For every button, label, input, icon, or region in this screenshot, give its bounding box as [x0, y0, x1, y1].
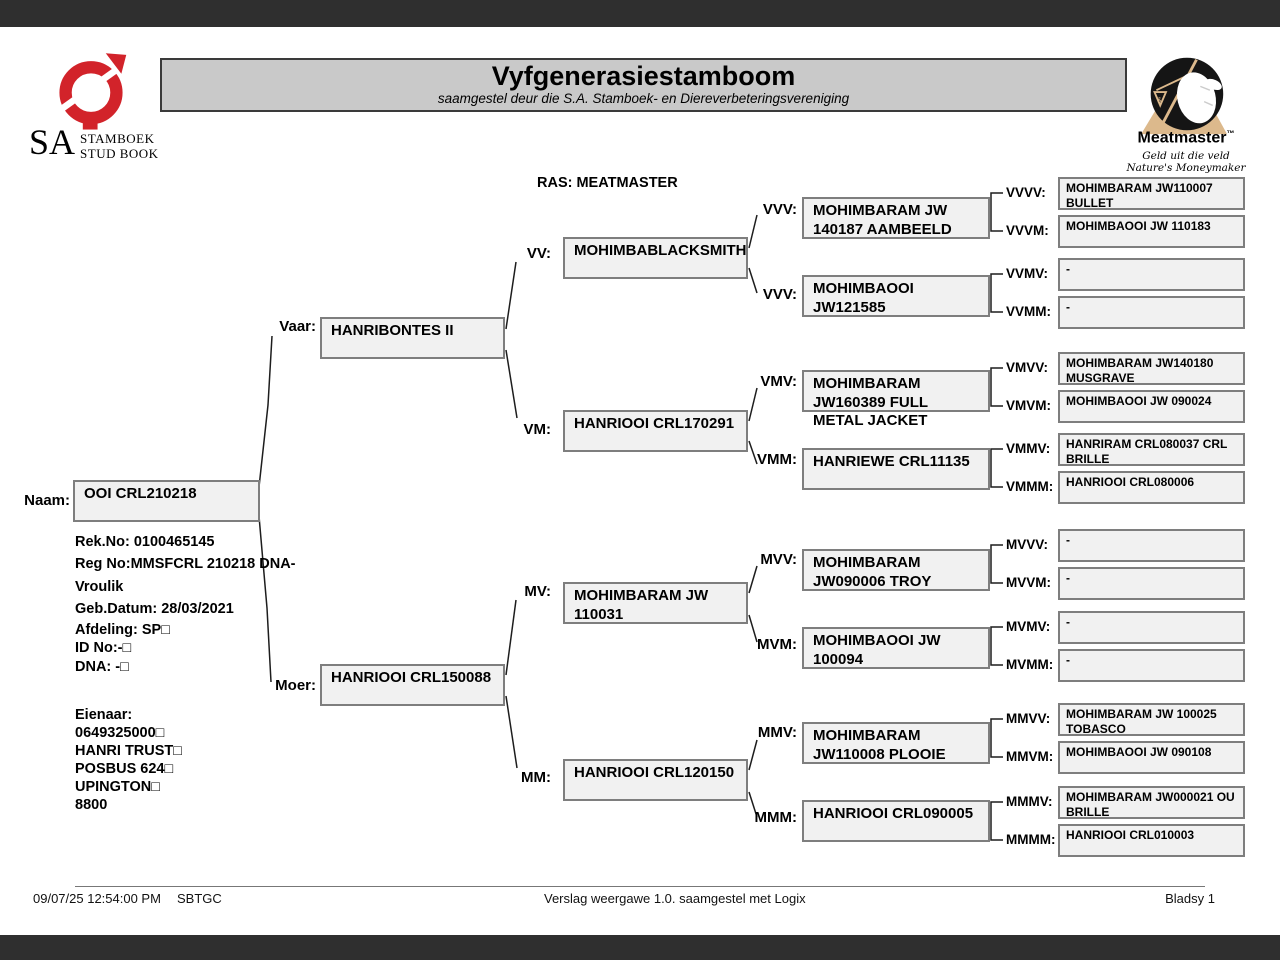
ancestor-box-mvvm: -: [1058, 567, 1245, 600]
ancestor-label-mvm: MVM:: [757, 636, 797, 653]
ancestor-label-mvmv: MVMV:: [1006, 619, 1051, 634]
ancestor-label-mmv: MMV:: [757, 724, 797, 741]
ancestor-box-vmmv: HANRIRAM CRL080037 CRL BRILLE: [1058, 433, 1245, 466]
ancestor-label-mvvm: MVVM:: [1006, 575, 1051, 590]
subject-detail-line: DNA: -□: [75, 658, 129, 675]
ancestor-box-vvmv: -: [1058, 258, 1245, 291]
subject-details-block: [75, 531, 296, 620]
owner-line: 0649325000□: [75, 725, 165, 741]
subject-name-label: Naam:: [24, 492, 70, 509]
subject-detail-line: Vroulik: [75, 578, 124, 595]
ancestor-box-vmv: MOHIMBARAM JW160389 FULL METAL JACKET: [802, 370, 990, 412]
ancestor-box-vmvm: MOHIMBAOOI JW 090024: [1058, 390, 1245, 423]
report-title-box: [160, 58, 1127, 112]
owner-block: [75, 706, 182, 814]
ancestor-label-vvvv: VVVV:: [1006, 185, 1046, 200]
sa-logo-wordmark: [80, 131, 159, 161]
ancestor-box-mvvv: -: [1058, 529, 1245, 562]
ancestor-label-vmmv: VMMV:: [1006, 441, 1051, 456]
ancestor-label-mm: MM:: [521, 769, 551, 786]
footer-code: SBTGC: [177, 891, 222, 906]
ancestor-label-mmm: MMM:: [754, 809, 797, 826]
sa-logo-sa: SA: [29, 122, 76, 162]
ancestor-box-mmvm: MOHIMBAOOI JW 090108: [1058, 741, 1245, 774]
ancestor-label-mmmv: MMMV:: [1006, 794, 1053, 809]
report-subtitle: saamgestel deur die S.A. Stamboek- en Diereverbeteringsvereniging: [437, 91, 850, 106]
sa-logo-line1: STAMBOEK: [80, 131, 155, 146]
ancestor-box-mvm: MOHIMBAOOI JW 100094: [802, 627, 990, 669]
ancestor-box-mmv: MOHIMBARAM JW110008 PLOOIE: [802, 722, 990, 764]
footer-divider: [75, 886, 1205, 887]
ancestor-box-vmmm: HANRIOOI CRL080006: [1058, 471, 1245, 504]
ancestor-box-vmm: HANRIEWE CRL11135: [802, 448, 990, 490]
ancestor-box-vvvm: MOHIMBAOOI JW 110183: [1058, 215, 1245, 248]
footer-datetime: 09/07/25 12:54:00 PM: [33, 891, 161, 906]
owner-line: Eienaar:: [75, 707, 133, 723]
owner-line: HANRI TRUST□: [75, 743, 183, 759]
ancestor-label-mmmm: MMMM:: [1006, 832, 1056, 847]
ancestor-label-vm: VM:: [523, 421, 551, 438]
ancestor-box-mv: MOHIMBARAM JW 110031: [563, 582, 748, 624]
subject-box: OOI CRL210218: [73, 480, 260, 522]
ancestor-box-mmmv: MOHIMBARAM JW000021 OU BRILLE: [1058, 786, 1245, 819]
ancestor-box-mvmm: -: [1058, 649, 1245, 682]
ancestor-label-vvvm: VVVM:: [1006, 223, 1049, 238]
ancestor-label-mvvv: MVVV:: [1006, 537, 1049, 552]
report-title: Vyfgenerasiestamboom: [491, 61, 796, 91]
subject-detail-line: Afdeling: SP□: [75, 622, 170, 638]
sa-logo-line2: STUD BOOK: [80, 146, 159, 161]
meatmaster-tagline-1: Geld uit die veld: [1142, 150, 1230, 162]
subject-detail-line: ID No:-□: [75, 640, 132, 657]
ancestor-box-mmm: HANRIOOI CRL090005: [802, 800, 990, 842]
meatmaster-logo-icon: [1133, 52, 1239, 136]
ancestor-box-vvv: MOHIMBARAM JW 140187 AAMBEELD: [802, 197, 990, 239]
meatmaster-tm: ™: [1226, 129, 1235, 138]
subject-detail-line: Geb.Datum: 28/03/2021: [75, 600, 234, 617]
breed-label: RAS: MEATMASTER: [537, 175, 678, 191]
ancestor-label-vvmv: VVMV:: [1006, 266, 1049, 281]
meatmaster-logo-wordmark: [1126, 129, 1246, 147]
ancestor-box-vvm: MOHIMBAOOI JW121585: [802, 275, 990, 317]
ancestor-label-moer: Moer:: [275, 677, 316, 694]
ancestor-label-mvmm: MVMM:: [1006, 657, 1054, 672]
subject-id-block: [75, 621, 170, 676]
ancestor-box-moer: HANRIOOI CRL150088: [320, 664, 505, 706]
meatmaster-name: Meatmaster: [1137, 129, 1227, 147]
owner-line: UPINGTON□: [75, 779, 161, 795]
ancestor-label-mmvv: MMVV:: [1006, 711, 1051, 726]
ancestor-label-mvv: MVV:: [760, 551, 797, 568]
ancestor-label-vmvv: VMVV:: [1006, 360, 1049, 375]
ancestor-label-vvv: VVV:: [762, 201, 797, 218]
ancestor-box-mvv: MOHIMBARAM JW090006 TROY: [802, 549, 990, 591]
ancestor-box-mm: HANRIOOI CRL120150: [563, 759, 748, 801]
ancestor-box-mmvv: MOHIMBARAM JW 100025 TOBASCO: [1058, 703, 1245, 736]
ancestor-box-vvmm: -: [1058, 296, 1245, 329]
footer-page-number: Bladsy 1: [1165, 891, 1215, 906]
meatmaster-tagline-2: Nature's Moneymaker: [1126, 162, 1246, 174]
ancestor-label-mmvm: MMVM:: [1006, 749, 1054, 764]
footer-version-note: Verslag weergawe 1.0. saamgestel met Logix: [544, 891, 806, 906]
ancestor-label-vmv: VMV:: [760, 373, 797, 390]
ancestor-label-vmmm: VMMM:: [1006, 479, 1054, 494]
ancestor-box-vm: HANRIOOI CRL170291: [563, 410, 748, 452]
ancestor-label-vvm: VVV:: [762, 286, 797, 303]
owner-line: 8800: [75, 797, 108, 813]
svg-text:$: $: [1157, 95, 1162, 105]
ancestor-label-vmm: VMM:: [757, 451, 797, 468]
ancestor-box-vaar: HANRIBONTES II: [320, 317, 505, 359]
subject-detail-line: Rek.No: 0100465145: [75, 534, 215, 550]
ancestor-box-vvvv: MOHIMBARAM JW110007 BULLET: [1058, 177, 1245, 210]
sa-stamboek-logo-text: [29, 124, 159, 161]
ancestor-box-mvmv: -: [1058, 611, 1245, 644]
ancestor-label-mv: MV:: [524, 583, 551, 600]
ancestor-label-vmvm: VMVM:: [1006, 398, 1051, 413]
sa-stamboek-logo-icon: [50, 50, 132, 132]
subject-detail-line: Reg No:MMSFCRL 210218 DNA-: [75, 556, 296, 573]
owner-line: POSBUS 624□: [75, 761, 174, 777]
ancestor-label-vaar: Vaar:: [279, 318, 316, 335]
ancestor-label-vvmm: VVMM:: [1006, 304, 1051, 319]
ancestor-box-vmvv: MOHIMBARAM JW140180 MUSGRAVE: [1058, 352, 1245, 385]
ancestor-box-mmmm: HANRIOOI CRL010003: [1058, 824, 1245, 857]
ancestor-box-vv: MOHIMBABLACKSMITH: [563, 237, 748, 279]
ancestor-label-vv: VV:: [526, 245, 551, 262]
